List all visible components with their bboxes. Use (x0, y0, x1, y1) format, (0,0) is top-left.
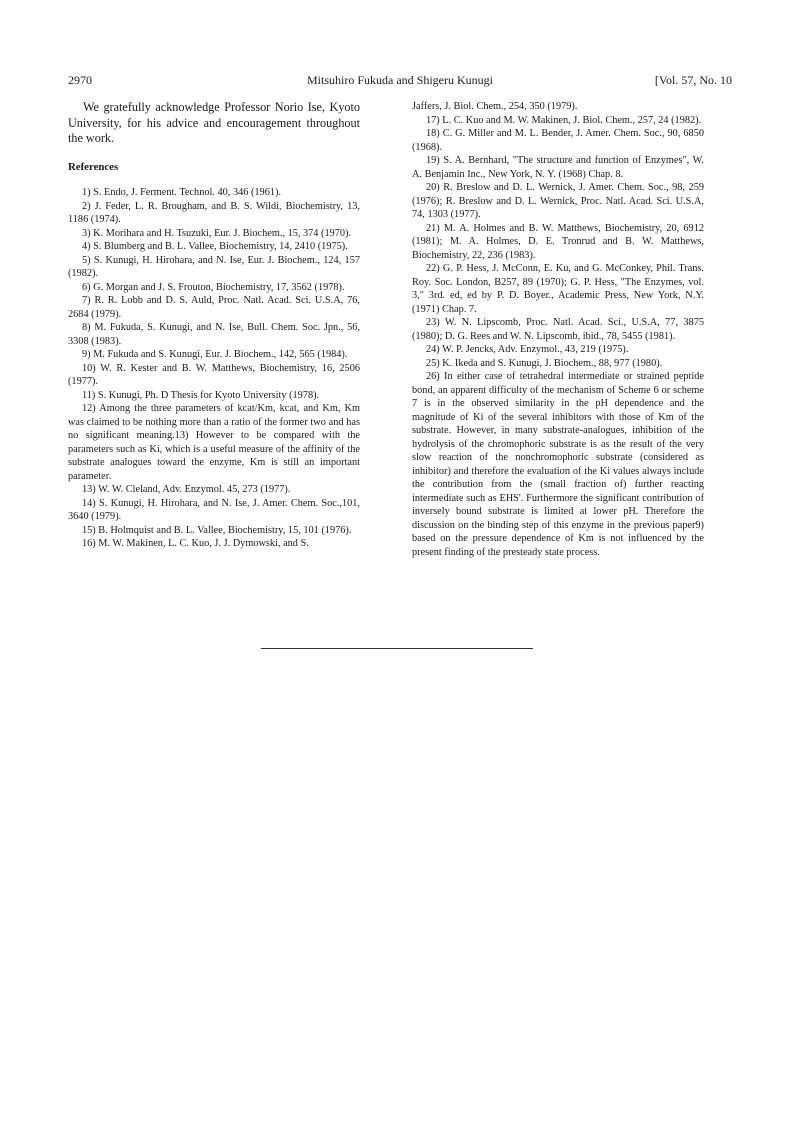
reference-item: 25) K. Ikeda and S. Kunugi, J. Biochem., 88, 977 (1980). (426, 357, 663, 369)
running-header (68, 72, 732, 88)
reference-item: 1) S. Endo, J. Ferment. Technol. 40, 346 (1961). (82, 187, 281, 199)
reference-item: 20) R. Breslow and D. L. Wernick, J. Amer. Chem. Soc., 98, 259 (1976); R. Breslow and D. L. Wernick, Proc. Natl. Acad. Sci. U.S.A, 74, 1303 (1977). (412, 182, 704, 220)
reference-item: 12) Among the three parameters of kcat/Km, kcat, and Km, Km was claimed to be nothing more than a ratio of the former two and has no significant meaning.13) However to be compared with the parameters such as Ki, which is a useful measure of the affinity of the substrate analogues toward the enzyme, Km is still an important parameter. (68, 403, 360, 482)
reference-item: 9) M. Fukuda and S. Kunugi, Eur. J. Biochem., 142, 565 (1984). (82, 349, 348, 361)
reference-item: 13) W. W. Cleland, Adv. Enzymol. 45, 273 (1977). (82, 484, 291, 496)
reference-item: 5) S. Kunugi, H. Hirohara, and N. Ise, Eur. J. Biochem., 124, 157 (1982). (68, 254, 360, 280)
reference-item: 11) S. Kunugi, Ph. D Thesis for Kyoto University (1978). (82, 389, 320, 401)
volume-info: [Vol. 57, No. 10 (654, 73, 732, 87)
reference-item: 2) J. Feder, L. R. Brougham, and B. S. Wildi, Biochemistry, 13, 1186 (1974). (68, 200, 360, 226)
left-column (68, 100, 360, 551)
reference-item: 15) B. Holmquist and B. L. Vallee, Biochemistry, 15, 101 (1976). (82, 524, 352, 536)
end-rule (261, 648, 533, 649)
reference-item: 8) M. Fukuda, S. Kunugi, and N. Ise, Bull. Chem. Soc. Jpn., 56, 3308 (1983). (68, 322, 360, 347)
reference-item: 19) S. A. Bernhard, "The structure and function of Enzymes", W. A. Benjamin Inc., New York, N. Y. (1968) Chap. 8. (412, 155, 704, 180)
running-head-authors: Mitsuhiro Fukuda and Shigeru Kunugi (307, 73, 493, 87)
reference-item: 16) M. W. Makinen, L. C. Kuo, J. J. Dymowski, and S. (82, 538, 309, 550)
page-number: 2970 (68, 73, 92, 87)
reference-item: 21) M. A. Holmes and B. W. Matthews, Biochemistry, 20, 6912 (1981); M. A. Holmes, D. E. Tronrud and B. W. Matthews, Biochemistry, 22, 236 (1983). (412, 222, 704, 261)
references-heading: References (68, 160, 119, 173)
reference-item: 7) R. R. Lobb and D. S. Auld, Proc. Natl. Acad. Sci. U.S.A, 76, 2684 (1979). (68, 295, 360, 320)
right-column (412, 100, 704, 559)
reference-item: 3) K. Morihara and H. Tsuzuki, Eur. J. Biochem., 15, 374 (1970). (82, 227, 352, 239)
reference-item: 18) C. G. Miller and M. L. Bender, J. Amer. Chem. Soc., 90, 6850 (1968). (412, 128, 704, 153)
reference-item: 4) S. Blumberg and B. L. Vallee, Biochemistry, 14, 2410 (1975). (82, 241, 348, 253)
reference-item: 22) G. P. Hess, J. McConn, E. Ku, and G. McConkey, Phil. Trans. Roy. Soc. London, B257, 89 (1970); G. P. Hess, "The Enzymes, vol. 3," 3rd. ed, ed by P. D. Boyer., Academic Press, New York, N.Y. (1971) Chap. 7. (412, 263, 704, 315)
acknowledgement: We gratefully acknowledge Professor Norio Ise, Kyoto University, for his advice and encouragement throughout the work. (68, 100, 360, 146)
reference-item: 14) S. Kunugi, H. Hirohara, and N. Ise, J. Amer. Chem. Soc.,101, 3640 (1979). (68, 497, 360, 523)
reference-item: 6) G. Morgan and J. S. Frouton, Biochemistry, 17, 3562 (1978). (82, 281, 345, 293)
reference-item: 24) W. P. Jencks, Adv. Enzymol., 43, 219 (1975). (426, 344, 629, 355)
reference-item: 23) W. N. Lipscomb, Proc. Natl. Acad. Sci., U.S.A, 77, 3875 (1980); D. G. Rees and W. N. Lipscomb, ibid., 78, 5455 (1981). (412, 317, 704, 342)
reference-item: 26) In either case of tetrahedral intermediate or strained peptide bond, an apparent difficulty of the mechanism of Scheme 6 or scheme 7 is in the observed similarity in the pH dependence and the magnitude of Ki of the several inhibitors with those of Km of the substrate. However, in many substrate-analogues, inhibition of the hydrolysis of the chromophoric substrate is as the result of the very slow reaction of the nonchromophoric substrate (considered as inhibitor) and therefore the evaluation of the Ki values always include the contribution from the (small fraction of) further reacting intermediate such as EHS'. Furthermore the significant contribution of inversely bound substrate is limited at lower pH. Therefore the discussion on the binding step of this enzyme in the previous paper9) based on the pressure dependence of Km is not influenced by the present finding of the presteady state process. (412, 371, 704, 558)
reference-continuation: Jaffers, J. Biol. Chem., 254, 350 (1979). (412, 101, 578, 112)
reference-item: 10) W. R. Kester and B. W. Matthews, Biochemistry, 16, 2506 (1977). (68, 362, 360, 388)
reference-item: 17) L. C. Kuo and M. W. Makinen, J. Biol. Chem., 257, 24 (1982). (426, 114, 702, 126)
